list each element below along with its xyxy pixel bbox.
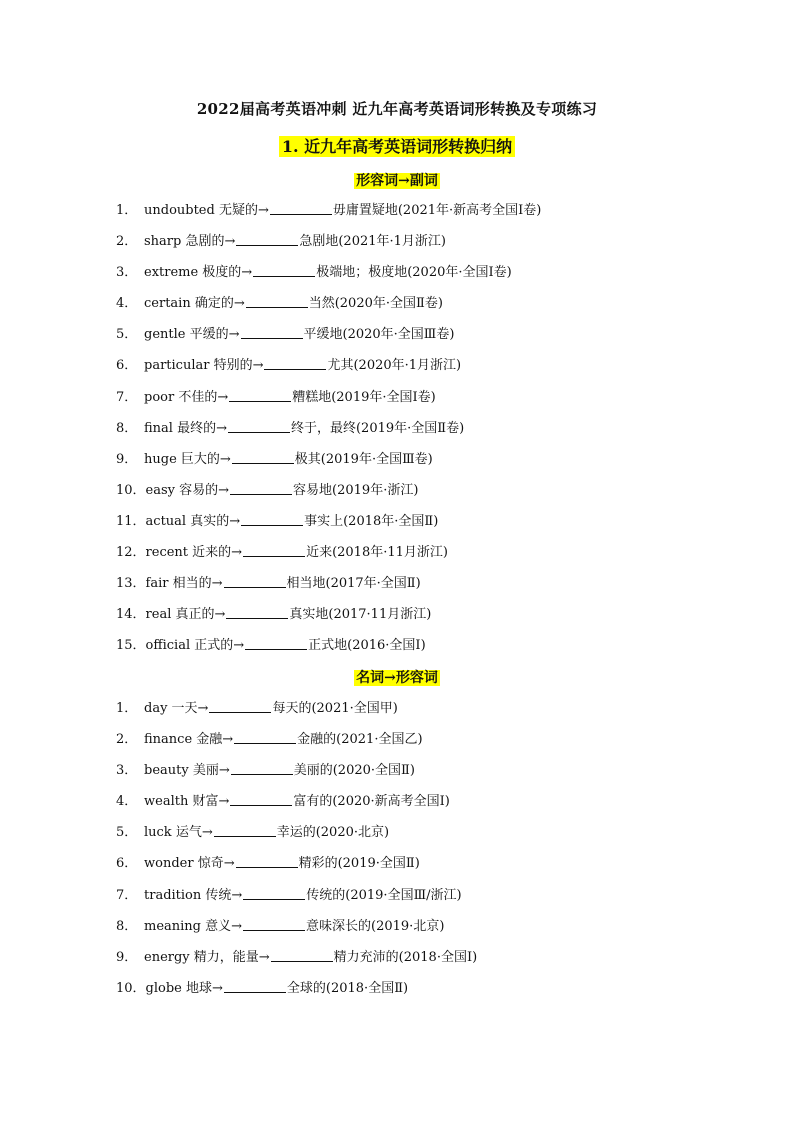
exercise-item xyxy=(116,382,756,413)
item-number: 10． xyxy=(116,980,146,996)
item-answer: 金融的(2021·全国乙) xyxy=(297,732,423,748)
answer-blank[interactable] xyxy=(231,762,293,775)
item-number: 1． xyxy=(116,701,138,716)
answer-blank[interactable] xyxy=(270,202,332,215)
exercise-item xyxy=(116,724,756,755)
item-answer: 正式地(2016·全国Ⅰ) xyxy=(308,638,426,654)
item-prompt: actual 真实的→ xyxy=(145,513,241,529)
item-number: 8． xyxy=(116,420,138,436)
answer-blank[interactable] xyxy=(224,980,286,993)
answer-blank[interactable] xyxy=(243,544,305,557)
item-number: 7． xyxy=(116,887,138,903)
exercise-item xyxy=(116,911,756,942)
item-answer: 极其(2019年·全国Ⅲ卷) xyxy=(294,451,433,467)
exercise-item xyxy=(116,942,756,973)
item-answer: 相当地(2017年·全国Ⅱ) xyxy=(286,576,421,592)
item-number: 3． xyxy=(116,763,138,779)
item-number: 1． xyxy=(116,203,138,218)
answer-blank[interactable] xyxy=(226,606,288,619)
item-number: 6． xyxy=(116,856,138,872)
item-number: 5． xyxy=(116,327,138,343)
item-answer: 美丽的(2020·全国Ⅱ) xyxy=(293,763,415,779)
answer-blank[interactable] xyxy=(271,949,333,962)
item-prompt: huge 巨大的→ xyxy=(144,451,231,467)
exercise-item xyxy=(116,817,756,848)
exercise-item xyxy=(116,319,756,350)
exercise-item xyxy=(116,475,756,506)
item-prompt: wealth 财富→ xyxy=(144,794,230,810)
answer-blank[interactable] xyxy=(230,793,292,806)
answer-blank[interactable] xyxy=(236,233,298,246)
answer-blank[interactable] xyxy=(241,326,303,339)
item-number: 9． xyxy=(116,451,138,467)
item-answer: 全球的(2018·全国Ⅱ) xyxy=(286,980,409,996)
section-title-text: 1. 近九年高考英语词形转换归纳 xyxy=(279,136,515,157)
subheading-adj-to-adv xyxy=(0,170,794,190)
exercise-item xyxy=(116,195,756,226)
item-answer: 极端地；极度地(2020年·全国Ⅰ卷) xyxy=(316,265,512,281)
item-prompt: extreme 极度的→ xyxy=(144,265,253,281)
subheading-adj-to-adv-text: 形容词→副词 xyxy=(356,173,438,189)
item-number: 11． xyxy=(116,513,146,529)
answer-blank[interactable] xyxy=(224,575,286,588)
item-answer: 富有的(2020·新高考全国Ⅰ) xyxy=(293,794,450,810)
item-prompt: fair 相当的→ xyxy=(145,576,223,592)
item-answer: 平缓地(2020年·全国Ⅲ卷) xyxy=(303,327,455,343)
answer-blank[interactable] xyxy=(229,389,291,402)
answer-blank[interactable] xyxy=(232,451,294,464)
subheading-noun-to-adj-text: 名词→形容词 xyxy=(356,670,438,686)
answer-blank[interactable] xyxy=(253,264,315,277)
item-answer: 当然(2020年·全国Ⅱ卷) xyxy=(308,296,443,312)
subheading-noun-to-adj xyxy=(0,667,794,687)
item-answer: 每天的(2021·全国甲) xyxy=(272,701,398,716)
item-answer: 容易地(2019年·浙江) xyxy=(293,482,419,498)
item-number: 5． xyxy=(116,825,138,841)
item-answer: 真实地(2017·11月浙江) xyxy=(289,607,432,623)
document-title: 2022届高考英语冲刺 近九年高考英语词形转换及专项练习 xyxy=(196,100,598,118)
exercise-item xyxy=(116,444,756,475)
item-answer: 终于，最终(2019年·全国Ⅱ卷) xyxy=(290,420,465,436)
item-prompt: particular 特别的→ xyxy=(144,358,264,374)
item-prompt: tradition 传统→ xyxy=(144,887,243,903)
item-answer: 近来(2018年·11月浙江) xyxy=(306,545,448,561)
item-prompt: easy 容易的→ xyxy=(145,482,230,498)
item-prompt: energy 精力，能量→ xyxy=(144,949,270,965)
item-answer: 精彩的(2019·全国Ⅱ) xyxy=(298,856,420,872)
exercise-item xyxy=(116,786,756,817)
item-prompt: day 一天→ xyxy=(144,701,209,716)
item-prompt: wonder 惊奇→ xyxy=(144,856,235,872)
exercise-item xyxy=(116,630,756,661)
item-number: 3． xyxy=(116,265,138,281)
item-prompt: certain 确定的→ xyxy=(144,296,245,312)
item-number: 4． xyxy=(116,296,138,312)
item-prompt: official 正式的→ xyxy=(145,638,245,654)
item-number: 9． xyxy=(116,949,138,965)
item-prompt: final 最终的→ xyxy=(144,420,227,436)
item-prompt: undoubted 无疑的→ xyxy=(144,203,269,218)
section-title xyxy=(0,134,794,157)
exercise-item xyxy=(116,755,756,786)
item-answer: 糟糕地(2019年·全国Ⅰ卷) xyxy=(292,389,436,405)
item-prompt: globe 地球→ xyxy=(145,980,223,996)
exercise-item xyxy=(116,350,756,381)
item-number: 14． xyxy=(116,607,146,623)
item-number: 7． xyxy=(116,389,138,405)
answer-blank[interactable] xyxy=(264,357,326,370)
answer-blank[interactable] xyxy=(243,887,305,900)
adj-to-adv-list xyxy=(116,195,756,661)
answer-blank[interactable] xyxy=(234,731,296,744)
answer-blank[interactable] xyxy=(228,420,290,433)
exercise-item xyxy=(116,226,756,257)
exercise-item xyxy=(116,413,756,444)
exercise-item xyxy=(116,693,756,724)
answer-blank[interactable] xyxy=(236,855,298,868)
exercise-item xyxy=(116,973,756,1004)
item-answer: 传统的(2019·全国Ⅲ/浙江) xyxy=(306,887,462,903)
item-answer: 尤其(2020年·1月浙江) xyxy=(327,358,462,374)
item-prompt: beauty 美丽→ xyxy=(144,763,230,779)
item-answer: 幸运的(2020·北京) xyxy=(276,825,390,841)
item-prompt: real 真正的→ xyxy=(145,607,226,623)
item-number: 2． xyxy=(116,732,138,748)
item-answer: 意味深长的(2019·北京) xyxy=(306,918,445,934)
item-number: 4． xyxy=(116,794,138,810)
answer-blank[interactable] xyxy=(230,482,292,495)
item-prompt: finance 金融→ xyxy=(144,732,234,748)
exercise-item xyxy=(116,880,756,911)
item-answer: 事实上(2018年·全国Ⅱ) xyxy=(304,513,439,529)
item-number: 12． xyxy=(116,545,146,561)
item-prompt: luck 运气→ xyxy=(144,825,213,841)
item-prompt: recent 近来的→ xyxy=(145,545,243,561)
item-number: 6． xyxy=(116,358,138,374)
answer-blank[interactable] xyxy=(246,295,308,308)
exercise-item xyxy=(116,599,756,630)
item-answer: 急剧地(2021年·1月浙江) xyxy=(299,234,446,250)
item-number: 8． xyxy=(116,918,138,934)
answer-blank[interactable] xyxy=(209,700,271,713)
exercise-item xyxy=(116,506,756,537)
item-answer: 毋庸置疑地(2021年·新高考全国Ⅰ卷) xyxy=(332,203,542,218)
answer-blank[interactable] xyxy=(243,918,305,931)
exercise-item xyxy=(116,568,756,599)
exercise-item xyxy=(116,537,756,568)
item-number: 2． xyxy=(116,234,138,250)
answer-blank[interactable] xyxy=(245,637,307,650)
exercise-item xyxy=(116,848,756,879)
item-number: 10． xyxy=(116,482,146,498)
answer-blank[interactable] xyxy=(214,824,276,837)
item-prompt: poor 不佳的→ xyxy=(144,389,229,405)
item-answer: 精力充沛的(2018·全国Ⅰ) xyxy=(333,949,478,965)
exercise-item xyxy=(116,288,756,319)
item-number: 15． xyxy=(116,638,146,654)
exercise-item xyxy=(116,257,756,288)
noun-to-adj-list xyxy=(116,693,756,1004)
item-prompt: sharp 急剧的→ xyxy=(144,234,236,250)
item-prompt: gentle 平缓的→ xyxy=(144,327,240,343)
item-number: 13． xyxy=(116,576,146,592)
answer-blank[interactable] xyxy=(241,513,303,526)
item-prompt: meaning 意义→ xyxy=(144,918,243,934)
